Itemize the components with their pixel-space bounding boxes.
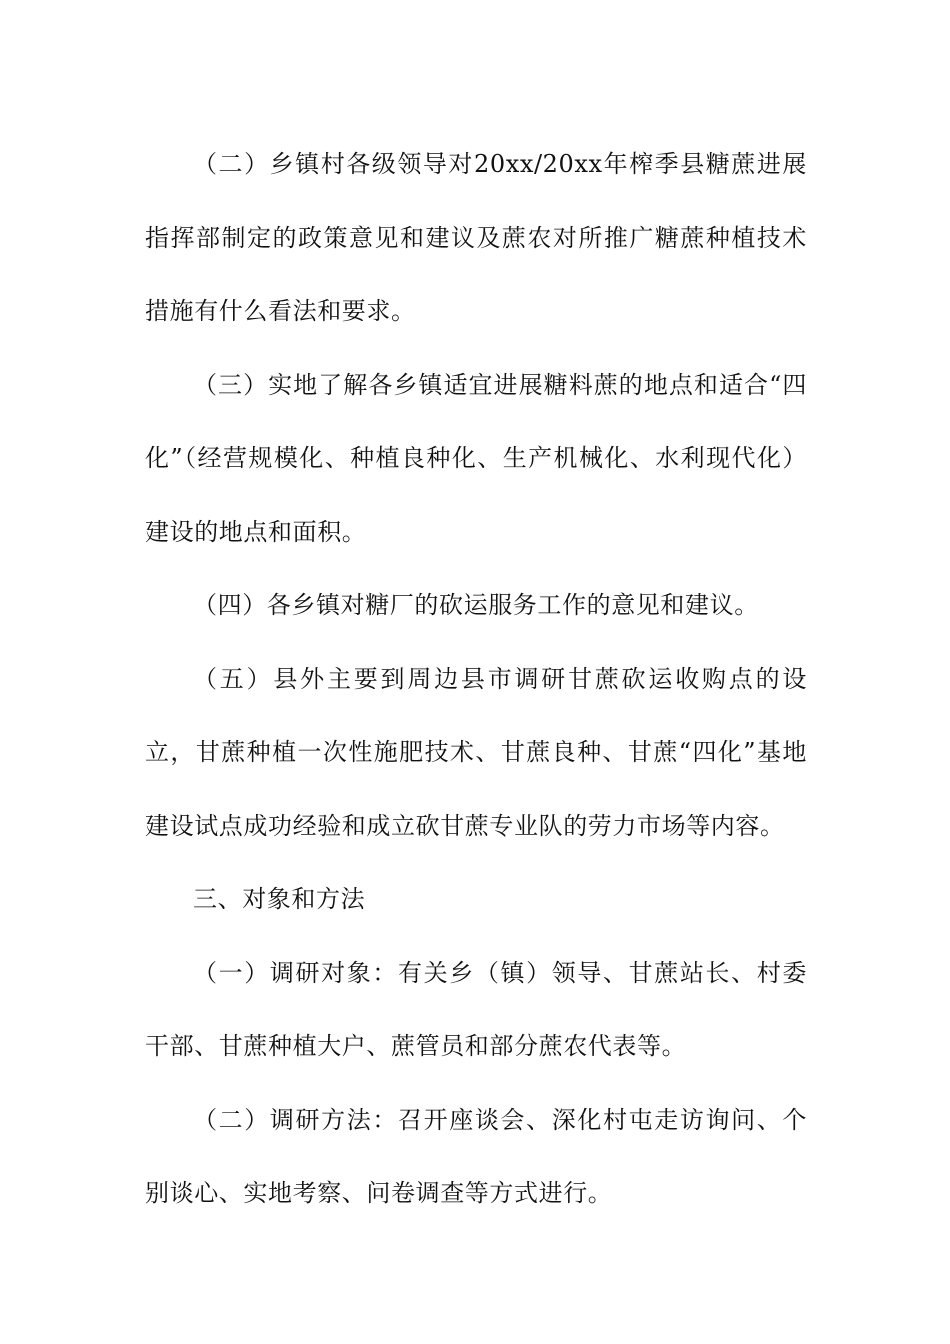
paragraph-leaders-opinions: （二）乡镇村各级领导对20xx/20xx年榨季县糖蔗进展指挥部制定的政策意见和建议及蔗农对所推广糖蔗种植技术措施有什么看法和要求。 xyxy=(145,150,807,325)
paragraph-research-objects: （一）调研对象：有关乡（镇）领导、甘蔗站长、村委干部、甘蔗种植大户、蔗管员和部分蔗农代表等。 xyxy=(145,958,807,1060)
paragraph-research-methods: （二）调研方法：召开座谈会、深化村屯走访询问、个别谈心、实地考察、问卷调查等方式进行。 xyxy=(145,1105,807,1207)
section-heading-objects-methods: 三、对象和方法 xyxy=(193,885,366,913)
paragraph-mill-service: （四）各乡镇对糖厂的砍运服务工作的意见和建议。 xyxy=(193,591,759,619)
paragraph-site-survey: （三）实地了解各乡镇适宜进展糖料蔗的地点和适合“四化”（经营规模化、种植良种化、生产机械化、水利现代化）建设的地点和面积。 xyxy=(145,370,807,546)
document-body xyxy=(145,128,807,1231)
paragraph-external-research: （五）县外主要到周边县市调研甘蔗砍运收购点的设立，甘蔗种植一次性施肥技术、甘蔗良种、甘蔗“四化”基地建设试点成功经验和成立砍甘蔗专业队的劳力市场等内容。 xyxy=(145,664,807,840)
